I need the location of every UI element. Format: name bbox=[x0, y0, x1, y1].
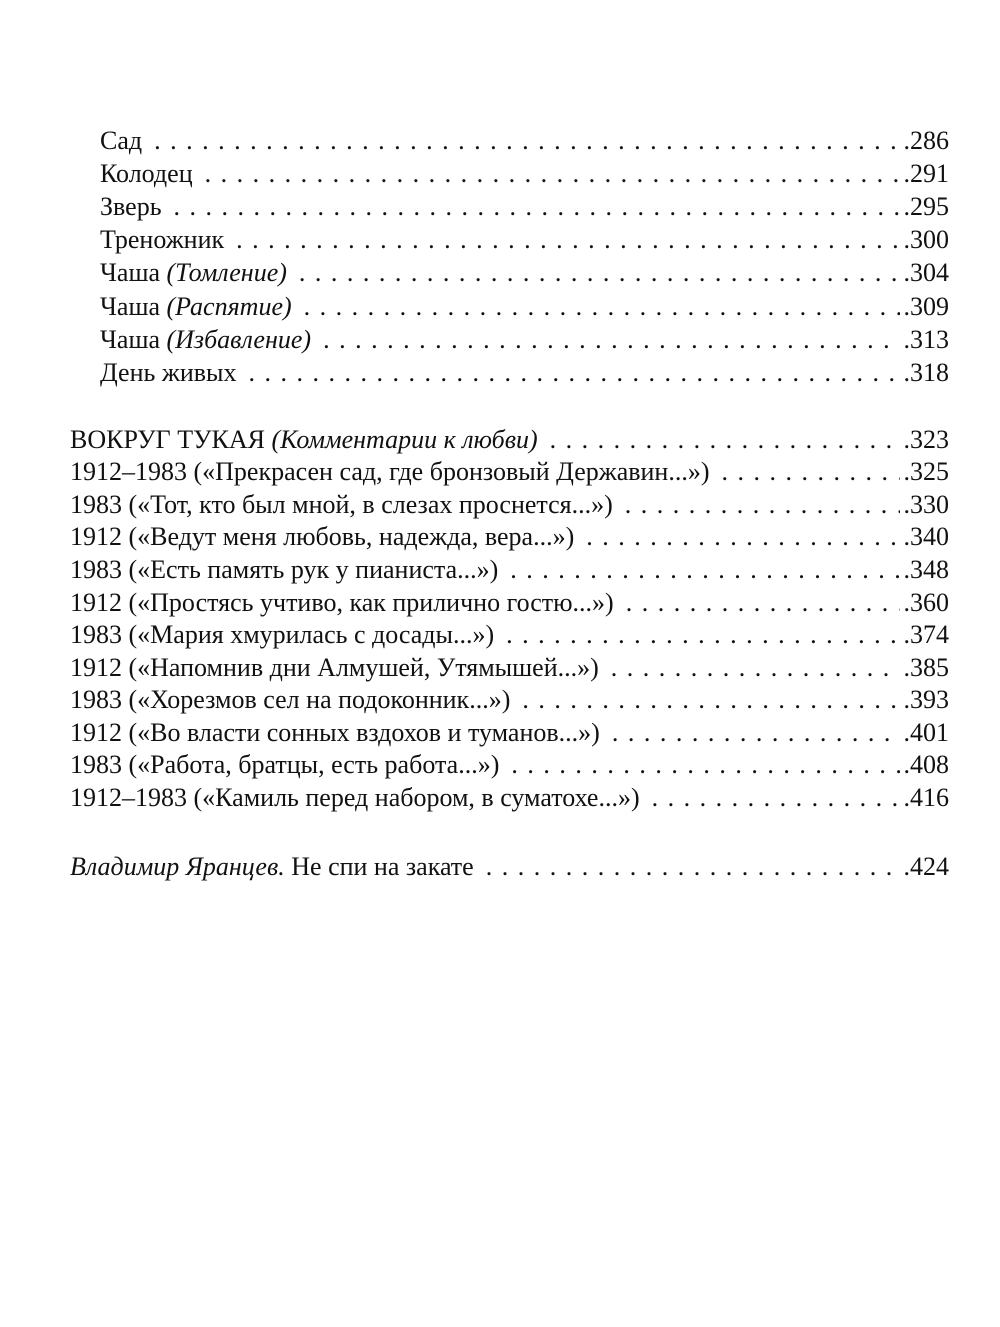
page-number: .408 bbox=[903, 750, 949, 779]
dot-leader bbox=[625, 488, 900, 522]
dot-leader bbox=[522, 683, 899, 717]
dot-leader bbox=[586, 520, 899, 554]
toc-entry[interactable] bbox=[100, 290, 949, 324]
toc-entry[interactable] bbox=[70, 488, 949, 522]
dot-leader bbox=[612, 716, 900, 750]
entry-title: День живых bbox=[100, 358, 237, 387]
dot-leader bbox=[510, 553, 899, 587]
toc-entry[interactable] bbox=[100, 256, 949, 290]
dot-leader bbox=[550, 423, 900, 457]
dot-leader bbox=[511, 748, 899, 782]
entry-title: Колодец bbox=[100, 159, 193, 188]
entry-title: 1912–1983 («Прекрасен сад, где бронзовый Державин...») bbox=[70, 457, 710, 486]
dot-leader bbox=[626, 586, 900, 620]
page-number: .416 bbox=[903, 783, 949, 812]
dot-leader bbox=[205, 157, 900, 191]
entry-title: 1983 («Есть память рук у пианиста...») bbox=[70, 555, 499, 584]
dot-leader bbox=[236, 223, 899, 257]
entry-title: 1983 («Работа, братцы, есть работа...») bbox=[70, 750, 500, 779]
entry-title: 1983 («Мария хмурилась с досады...») bbox=[70, 620, 495, 649]
page-number: .323 bbox=[903, 425, 949, 454]
page-number: .295 bbox=[903, 192, 949, 221]
page-number: .374 bbox=[903, 620, 949, 649]
entry-title: Треножник bbox=[100, 225, 225, 254]
entry-title: Сад bbox=[100, 126, 143, 155]
page-number: .385 bbox=[903, 653, 949, 682]
toc-entry[interactable] bbox=[70, 716, 949, 750]
dot-leader bbox=[722, 455, 900, 489]
page-number: .424 bbox=[903, 852, 949, 881]
toc-entry[interactable] bbox=[100, 356, 949, 390]
page-number: .393 bbox=[903, 685, 949, 714]
dot-leader bbox=[506, 618, 899, 652]
entry-title-italic: (Томление) bbox=[166, 258, 287, 287]
toc-entry[interactable] bbox=[100, 190, 949, 224]
dot-leader bbox=[154, 124, 899, 158]
toc-entry[interactable] bbox=[100, 124, 949, 158]
toc-entry[interactable] bbox=[70, 586, 949, 620]
toc-entry[interactable] bbox=[70, 651, 949, 685]
entry-title: 1912 («Напомнив дни Алмушей, Утямышей...») bbox=[70, 653, 599, 682]
toc-entry[interactable] bbox=[70, 520, 949, 554]
page-number: .304 bbox=[903, 258, 949, 287]
toc-entry[interactable] bbox=[70, 683, 949, 717]
page-number: .401 bbox=[903, 718, 949, 747]
page-number: .360 bbox=[903, 588, 949, 617]
entry-title: ВОКРУГ ТУКАЯ bbox=[70, 425, 272, 454]
entry-title: 1912–1983 («Камиль перед набором, в суматохе...») bbox=[70, 783, 640, 812]
dot-leader bbox=[486, 850, 900, 884]
entry-title-italic: (Избавление) bbox=[166, 325, 312, 354]
dot-leader bbox=[323, 323, 899, 357]
toc-entry[interactable] bbox=[70, 455, 949, 489]
entry-title: 1912 («Ведут меня любовь, надежда, вера...») bbox=[70, 522, 575, 551]
toc-entry[interactable] bbox=[70, 781, 949, 815]
entry-title: Чаша bbox=[100, 258, 167, 287]
page-number: .313 bbox=[903, 325, 949, 354]
entry-title-italic: (Комментарии к любви) bbox=[271, 425, 538, 454]
afterword-author: Владимир Яранцев. bbox=[70, 852, 285, 881]
entry-title-italic: (Распятие) bbox=[166, 292, 292, 321]
toc-entry[interactable] bbox=[100, 157, 949, 191]
page-number: .325 bbox=[903, 457, 949, 486]
toc-entry[interactable] bbox=[70, 423, 949, 457]
toc-entry[interactable] bbox=[70, 748, 949, 782]
page-number: .291 bbox=[903, 159, 949, 188]
page-number: .309 bbox=[903, 292, 949, 321]
entry-title: Зверь bbox=[100, 192, 162, 221]
page-number: .330 bbox=[903, 490, 949, 519]
dot-leader bbox=[249, 356, 900, 390]
dot-leader bbox=[611, 651, 900, 685]
dot-leader bbox=[174, 190, 900, 224]
toc-entry[interactable] bbox=[100, 323, 949, 357]
page-number: .348 bbox=[903, 555, 949, 584]
toc-entry[interactable] bbox=[70, 553, 949, 587]
page-number: .318 bbox=[903, 358, 949, 387]
entry-title: Чаша bbox=[100, 292, 167, 321]
dot-leader bbox=[304, 290, 900, 324]
dot-leader bbox=[652, 781, 900, 815]
entry-title: 1983 («Хорезмов сел на подоконник...») bbox=[70, 685, 511, 714]
page-number: .286 bbox=[903, 126, 949, 155]
toc-entry[interactable] bbox=[70, 618, 949, 652]
entry-title: 1983 («Тот, кто был мной, в слезах проснется...») bbox=[70, 490, 613, 519]
page-number: .300 bbox=[903, 225, 949, 254]
entry-title: 1912 («Во власти сонных вздохов и туманов...») bbox=[70, 718, 600, 747]
page-number: .340 bbox=[903, 522, 949, 551]
afterword-title: Не спи на закате bbox=[284, 852, 474, 881]
toc-entry[interactable] bbox=[100, 223, 949, 257]
entry-title: Чаша bbox=[100, 325, 167, 354]
dot-leader bbox=[299, 256, 900, 290]
entry-title: 1912 («Простясь учтиво, как прилично гостю...») bbox=[70, 588, 614, 617]
toc-entry-afterword[interactable] bbox=[70, 850, 949, 884]
